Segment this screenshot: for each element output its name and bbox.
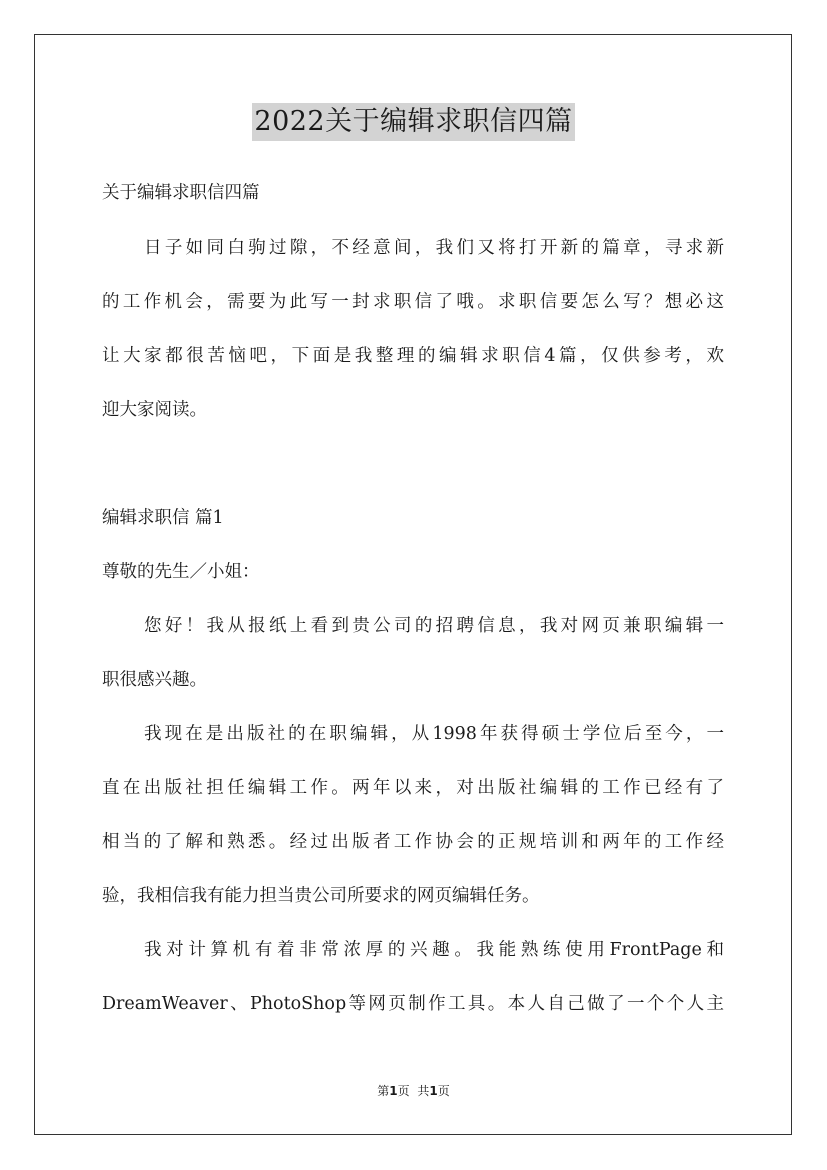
body-line: DreamWeaver、PhotoShop等网页制作工具。本人自己做了一个个人主: [102, 994, 724, 1014]
intro-line: 迎大家阅读。: [102, 400, 207, 420]
body-line: 职很感兴趣。: [102, 670, 207, 690]
intro-line: 日子如同白驹过隙，不经意间，我们又将打开新的篇章，寻求新: [144, 238, 724, 258]
page-prefix: 第: [377, 1084, 390, 1098]
body-line: 我对计算机有着非常浓厚的兴趣。我能熟练使用FrontPage和: [144, 940, 724, 960]
document-title: 2022关于编辑求职信四篇: [252, 103, 574, 141]
intro-line: 让大家都很苦恼吧，下面是我整理的编辑求职信4篇，仅供参考，欢: [102, 346, 724, 366]
title-container: [0, 103, 827, 141]
total-suffix: 页: [437, 1084, 450, 1098]
page-number: 1: [389, 1084, 398, 1098]
body-line: 直在出版社担任编辑工作。两年以来，对出版社编辑的工作已经有了: [102, 778, 724, 798]
page-suffix: 页: [397, 1084, 410, 1098]
document-subtitle: 关于编辑求职信四篇: [102, 183, 260, 203]
intro-line: 的工作机会，需要为此写一封求职信了哦。求职信要怎么写？想必这: [102, 292, 724, 312]
section-heading: 编辑求职信 篇1: [102, 508, 224, 528]
body-line: 验，我相信我有能力担当贵公司所要求的网页编辑任务。: [102, 886, 540, 906]
page-footer: [0, 1082, 827, 1100]
body-line: 相当的了解和熟悉。经过出版者工作协会的正规培训和两年的工作经: [102, 832, 724, 852]
salutation: 尊敬的先生／小姐：: [102, 562, 260, 582]
body-line: 我现在是出版社的在职编辑，从1998年获得硕士学位后至今，一: [144, 724, 724, 744]
body-line: 您好！我从报纸上看到贵公司的招聘信息，我对网页兼职编辑一: [144, 616, 724, 636]
total-number: 1: [429, 1084, 438, 1098]
total-prefix: 共: [417, 1084, 430, 1098]
